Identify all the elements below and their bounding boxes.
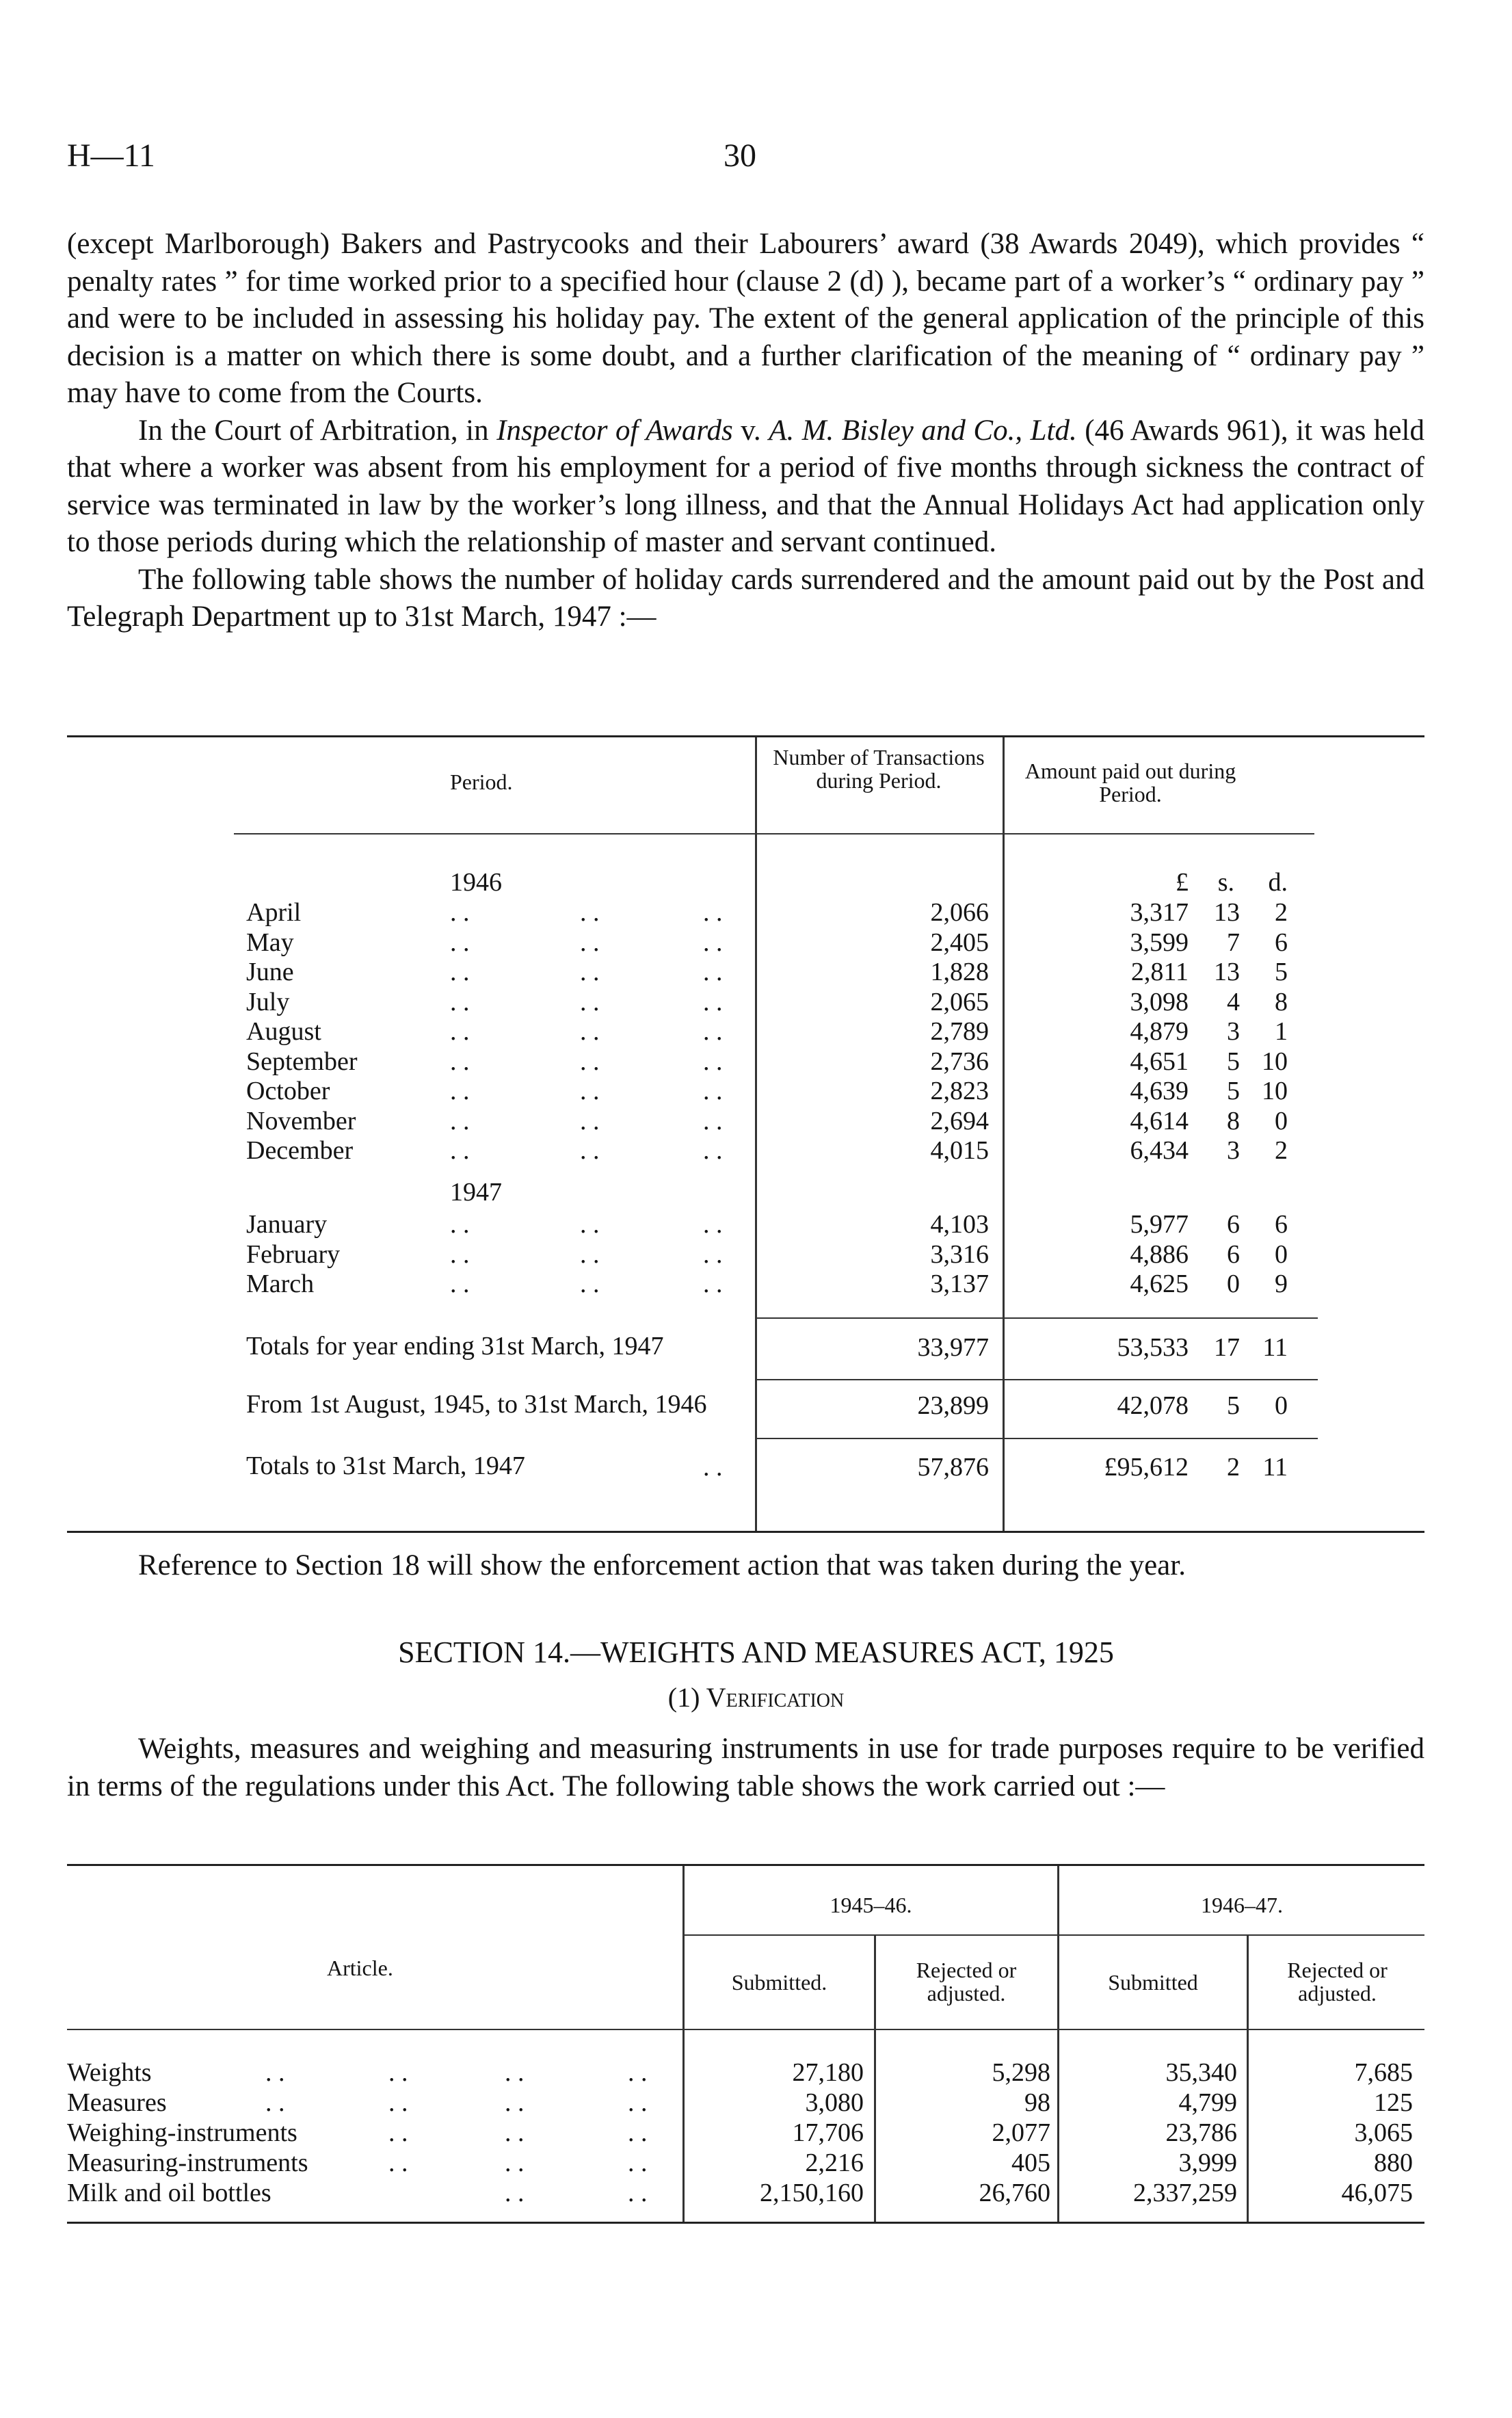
page-header <box>67 137 1424 185</box>
leader-dots: . . <box>450 1077 470 1105</box>
leader-dots: . . <box>388 2118 408 2147</box>
leader-dots: . . <box>580 898 600 927</box>
amount-pounds: 42,078 <box>1117 1391 1189 1420</box>
leader-dots: . . <box>628 2118 648 2147</box>
leader-dots: . . <box>450 1106 470 1135</box>
amount-pence: 10 <box>1262 1077 1288 1105</box>
submitted-1946: 35,340 <box>1165 2058 1237 2087</box>
month-label: August <box>246 1017 321 1046</box>
leader-dots: . . <box>628 2088 648 2117</box>
document-code: H—11 <box>67 137 155 174</box>
month-label: July <box>246 987 290 1016</box>
amount-pence: 11 <box>1262 1333 1288 1362</box>
amount-shillings: 3 <box>1227 1017 1240 1046</box>
leader-dots: . . <box>450 987 470 1016</box>
leader-dots: . . <box>580 1270 600 1298</box>
rejected-1945: 405 <box>1011 2148 1050 2177</box>
submitted-1945: 2,150,160 <box>760 2179 864 2207</box>
leader-dots: . . <box>450 958 470 986</box>
leader-dots: . . <box>628 2148 648 2177</box>
article-label: Milk and oil bottles <box>67 2179 271 2207</box>
amount-pence: 5 <box>1275 958 1288 986</box>
leader-dots: . . <box>580 1077 600 1105</box>
paragraph-5: Weights, measures and weighing and measuring instruments in use for trade purposes require to be verified in terms of the regulations under this Act. The following table shows the work carried out :— <box>67 1733 1424 1802</box>
month-label: March <box>246 1270 315 1298</box>
amount-pounds: 5,977 <box>1130 1210 1189 1239</box>
leader-dots: . . <box>450 1210 470 1239</box>
transactions-value: 3,316 <box>930 1239 989 1269</box>
amount-pounds: 3,599 <box>1130 928 1189 957</box>
weights-table <box>67 1864 1424 2224</box>
article-label: Weighing-instruments <box>67 2118 297 2147</box>
amount-pence: 2 <box>1275 1136 1288 1165</box>
amount-shillings: 13 <box>1214 958 1240 986</box>
article-label: Measures <box>67 2088 167 2117</box>
leader-dots: . . <box>703 1210 723 1239</box>
leader-dots: . . <box>450 1047 470 1076</box>
amount-pence: 10 <box>1262 1047 1288 1076</box>
totals-transactions: 57,876 <box>917 1453 989 1482</box>
submitted-1945: 27,180 <box>792 2058 864 2087</box>
leader-dots: . . <box>703 1136 723 1165</box>
amount-pounds: 4,886 <box>1130 1239 1189 1269</box>
month-label: April <box>246 898 302 927</box>
submitted-1946: 3,999 <box>1178 2148 1237 2177</box>
intro-text <box>67 226 1424 636</box>
currency-shillings-symbol: s. <box>1217 868 1234 897</box>
month-label: January <box>246 1210 328 1239</box>
year-1947: 1947 <box>450 1178 502 1207</box>
leader-dots: . . <box>703 1453 723 1482</box>
header-period-1945: 1945–46. <box>830 1893 912 1917</box>
article-label: Measuring-instruments <box>67 2148 308 2177</box>
leader-dots: . . <box>703 958 723 986</box>
amount-pence: 6 <box>1275 928 1288 957</box>
amount-pounds: 2,811 <box>1130 958 1189 986</box>
amount-pounds: 3,317 <box>1130 898 1189 927</box>
holiday-table <box>67 735 1424 1533</box>
verification-text <box>67 1731 1424 1805</box>
amount-pounds: 4,625 <box>1130 1270 1189 1298</box>
totals-label: Totals for year ending 31st March, 1947 <box>246 1332 664 1361</box>
leader-dots: . . <box>703 928 723 957</box>
rejected-1946: 880 <box>1374 2148 1413 2177</box>
submitted-1945: 3,080 <box>805 2088 864 2117</box>
amount-shillings: 2 <box>1227 1453 1240 1482</box>
leader-dots: . . <box>450 1239 470 1269</box>
month-label: June <box>246 958 294 986</box>
currency-pounds-symbol: £ <box>1176 868 1189 897</box>
transactions-value: 4,103 <box>930 1210 989 1239</box>
rejected-1945: 26,760 <box>979 2179 1050 2207</box>
leader-dots: . . <box>703 987 723 1016</box>
leader-dots: . . <box>703 1077 723 1105</box>
leader-dots: . . <box>703 1106 723 1135</box>
transactions-value: 2,405 <box>930 928 989 957</box>
header-period-1946: 1946–47. <box>1201 1893 1283 1917</box>
submitted-1946: 2,337,259 <box>1133 2179 1237 2207</box>
amount-shillings: 5 <box>1227 1077 1240 1105</box>
leader-dots: . . <box>703 1017 723 1046</box>
header-amount: Amount paid out during Period. <box>1024 759 1236 806</box>
leader-dots: . . <box>505 2179 525 2207</box>
amount-pence: 11 <box>1262 1453 1288 1482</box>
section-subtitle: (1) Verification <box>667 1682 845 1713</box>
amount-pounds: 4,879 <box>1130 1017 1189 1046</box>
amount-shillings: 17 <box>1214 1333 1240 1362</box>
header-period: Period. <box>450 770 513 794</box>
leader-dots: . . <box>505 2118 525 2147</box>
amount-pounds: 4,639 <box>1130 1077 1189 1105</box>
rejected-1945: 5,298 <box>992 2058 1050 2087</box>
leader-dots: . . <box>450 1136 470 1165</box>
amount-pence: 1 <box>1275 1017 1288 1046</box>
leader-dots: . . <box>580 1210 600 1239</box>
amount-pounds: 3,098 <box>1130 987 1189 1016</box>
section-title: SECTION 14.—WEIGHTS AND MEASURES ACT, 1925 <box>398 1635 1114 1669</box>
year-1946: 1946 <box>450 868 502 897</box>
leader-dots: . . <box>265 2088 285 2117</box>
month-label: November <box>246 1106 356 1135</box>
amount-pence: 9 <box>1275 1270 1288 1298</box>
leader-dots: . . <box>580 1106 600 1135</box>
transactions-value: 2,694 <box>930 1106 989 1135</box>
amount-pounds: 6,434 <box>1130 1136 1189 1165</box>
rejected-1946: 3,065 <box>1354 2118 1413 2147</box>
transactions-value: 2,736 <box>930 1047 989 1076</box>
amount-pence: 0 <box>1275 1106 1288 1135</box>
leader-dots: . . <box>580 987 600 1016</box>
leader-dots: . . <box>450 1270 470 1298</box>
totals-label: From 1st August, 1945, to 31st March, 1946 <box>246 1390 707 1419</box>
amount-pence: 0 <box>1275 1239 1288 1269</box>
leader-dots: . . <box>505 2058 525 2087</box>
amount-shillings: 5 <box>1227 1391 1240 1420</box>
month-label: October <box>246 1077 330 1105</box>
amount-pounds: 53,533 <box>1117 1333 1189 1362</box>
rejected-1946: 46,075 <box>1341 2179 1413 2207</box>
leader-dots: . . <box>388 2148 408 2177</box>
rejected-1945: 98 <box>1024 2088 1050 2117</box>
leader-dots: . . <box>703 1270 723 1298</box>
transactions-value: 2,065 <box>930 987 989 1016</box>
submitted-1945: 2,216 <box>805 2148 864 2177</box>
leader-dots: . . <box>505 2088 525 2117</box>
article-label: Weights <box>67 2058 152 2087</box>
paragraph-2: In the Court of Arbitration, in Inspector of Awards v. A. M. Bisley and Co., Ltd. (46 Awards 961), it was held that where a worker was absent from his employment for a period of five months through sickness the contract of service was terminated in law by the worker’s long illness, and that the Annual Holidays Act had application only to those periods during which the relationship of master and servant continued. <box>67 414 1424 558</box>
leader-dots: . . <box>450 898 470 927</box>
totals-rule <box>757 1438 1318 1439</box>
month-label: February <box>246 1239 341 1269</box>
page-number: 30 <box>724 137 756 174</box>
totals-transactions: 33,977 <box>917 1333 989 1362</box>
header-transactions: Number of Transactions during Period. <box>773 745 985 793</box>
paragraph-1: (except Marlborough) Bakers and Pastrycooks and their Labourers’ award (38 Awards 2049), which provides “ penalty rates ” for time worked prior to a specified hour (clause 2 (d) ), became part of a worker’s “ ordinary pay ” and were to be included in assessing his holiday pay. The extent of the general application of the principle of this decision is a matter on which there is some doubt, and a further clarification of the meaning of “ ordinary pay ” may have to come from the Courts. <box>67 228 1424 409</box>
amount-pence: 6 <box>1275 1210 1288 1239</box>
amount-pounds: £95,612 <box>1104 1453 1189 1482</box>
case-party: A. M. Bisley and Co., Ltd. <box>769 414 1077 447</box>
transactions-value: 1,828 <box>930 958 989 986</box>
submitted-1945: 17,706 <box>792 2118 864 2147</box>
leader-dots: . . <box>628 2179 648 2207</box>
amount-pence: 2 <box>1275 898 1288 927</box>
leader-dots: . . <box>703 1239 723 1269</box>
leader-dots: . . <box>580 1136 600 1165</box>
leader-dots: . . <box>580 1047 600 1076</box>
header-submitted-1: Submitted. <box>731 1970 827 1995</box>
header-article: Article. <box>327 1956 393 1980</box>
leader-dots: . . <box>450 1017 470 1046</box>
transactions-value: 2,823 <box>930 1077 989 1105</box>
leader-dots: . . <box>703 898 723 927</box>
submitted-1946: 4,799 <box>1178 2088 1237 2117</box>
totals-transactions: 23,899 <box>917 1391 989 1420</box>
transactions-value: 2,066 <box>930 898 989 927</box>
rejected-1946: 7,685 <box>1354 2058 1413 2087</box>
leader-dots: . . <box>388 2058 408 2087</box>
month-label: September <box>246 1047 358 1076</box>
paragraph-4: Reference to Section 18 will show the enforcement action that was taken during the year. <box>138 1549 1186 1581</box>
leader-dots: . . <box>265 2058 285 2087</box>
amount-shillings: 3 <box>1227 1136 1240 1165</box>
month-label: December <box>246 1136 354 1165</box>
leader-dots: . . <box>580 928 600 957</box>
reference-text <box>67 1547 1424 1585</box>
amount-shillings: 5 <box>1227 1047 1240 1076</box>
totals-label: Totals to 31st March, 1947 <box>246 1451 525 1480</box>
leader-dots: . . <box>505 2148 525 2177</box>
amount-shillings: 13 <box>1214 898 1240 927</box>
amount-shillings: 4 <box>1227 987 1240 1016</box>
transactions-value: 2,789 <box>930 1017 989 1046</box>
rejected-1945: 2,077 <box>992 2118 1050 2147</box>
submitted-1946: 23,786 <box>1165 2118 1237 2147</box>
case-name: Inspector of Awards <box>496 414 733 447</box>
currency-pence-symbol: d. <box>1268 868 1288 897</box>
leader-dots: . . <box>388 2088 408 2117</box>
leader-dots: . . <box>580 1017 600 1046</box>
month-label: May <box>246 928 294 957</box>
leader-dots: . . <box>628 2058 648 2087</box>
leader-dots: . . <box>580 958 600 986</box>
rejected-1946: 125 <box>1374 2088 1413 2117</box>
amount-shillings: 6 <box>1227 1210 1240 1239</box>
leader-dots: . . <box>703 1047 723 1076</box>
header-rejected-2: Rejected or adjusted. <box>1287 1958 1388 2006</box>
amount-shillings: 6 <box>1227 1239 1240 1269</box>
header-submitted-2: Submitted <box>1108 1970 1198 1995</box>
totals-rule <box>757 1317 1318 1319</box>
paragraph-3: The following table shows the number of holiday cards surrendered and the amount paid out by the Post and Telegraph Department up to 31st March, 1947 :— <box>67 563 1424 633</box>
header-rejected-1: Rejected or adjusted. <box>916 1958 1017 2006</box>
transactions-value: 4,015 <box>930 1136 989 1165</box>
amount-pounds: 4,651 <box>1130 1047 1189 1076</box>
amount-shillings: 7 <box>1227 928 1240 957</box>
transactions-value: 3,137 <box>930 1270 989 1298</box>
totals-rule <box>757 1379 1318 1380</box>
leader-dots: . . <box>450 928 470 957</box>
amount-pence: 0 <box>1275 1391 1288 1420</box>
amount-shillings: 8 <box>1227 1106 1240 1135</box>
amount-shillings: 0 <box>1227 1270 1240 1298</box>
amount-pounds: 4,614 <box>1130 1106 1189 1135</box>
amount-pence: 8 <box>1275 987 1288 1016</box>
leader-dots: . . <box>580 1239 600 1269</box>
